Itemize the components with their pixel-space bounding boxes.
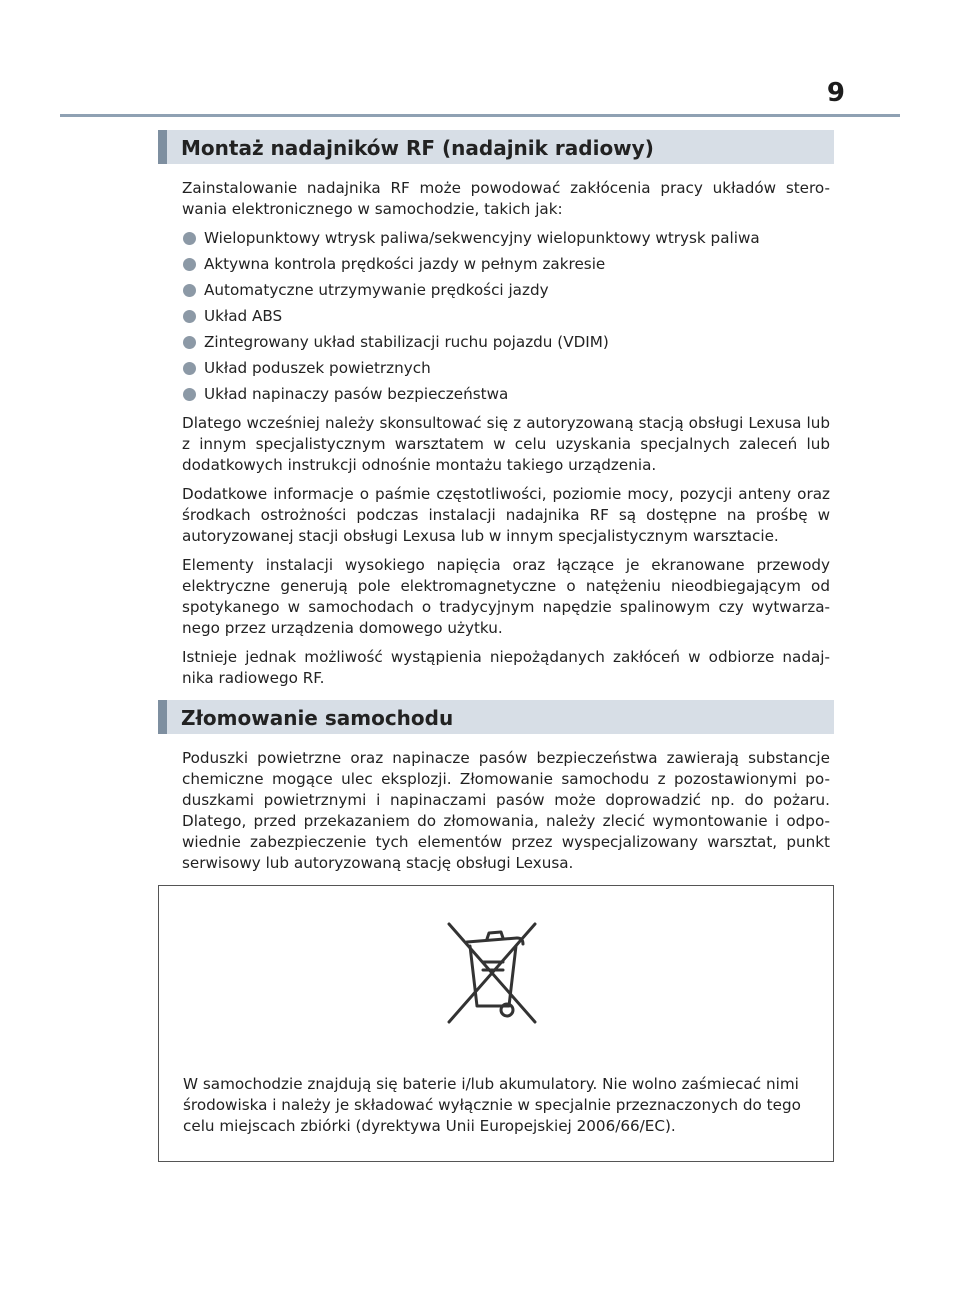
body-paragraph: Dlatego wcześniej należy skonsultować się z autoryzowaną stacją obsługi Lexusa lub z innym specjalistycznym warsztatem w celu uzyskania specjalnych zaleceń lub dodatkowych instrukcji odnośnie montażu takiego urządzenia. xyxy=(182,414,830,474)
section-header-vehicle-scrapping xyxy=(158,700,834,734)
body-paragraph: Dodatkowe informacje o paśmie częstotliwości, poziomie mocy, pozycji anteny oraz środkach ostrożności podczas instalacji nadajnika RF są dostępne na prośbę w autoryzowanej stacji obsługi Lexusa lub w innym specjalistycznym warsztacie. xyxy=(182,485,830,545)
section-body-rf-transmitters xyxy=(182,178,830,697)
section-body-vehicle-scrapping xyxy=(182,748,830,882)
section-title: Złomowanie samochodu xyxy=(181,706,454,730)
list-item: Układ ABS xyxy=(182,306,830,327)
section-title: Montaż nadajników RF (nadajnik radiowy) xyxy=(181,136,654,160)
list-item: Automatyczne utrzymywanie prędkości jazdy xyxy=(182,280,830,301)
bullet-icon xyxy=(183,362,196,375)
page-number: 9 xyxy=(826,78,845,108)
list-item: Układ napinaczy pasów bezpieczeństwa xyxy=(182,384,830,405)
bullet-icon xyxy=(183,232,196,245)
affected-systems-list xyxy=(182,228,830,405)
list-item: Zintegrowany układ stabilizacji ruchu pojazdu (VDIM) xyxy=(182,332,830,353)
section-header-rf-transmitters xyxy=(158,130,834,164)
bullet-icon xyxy=(183,388,196,401)
bullet-icon xyxy=(183,284,196,297)
list-item: Wielopunktowy wtrysk paliwa/sekwencyjny wielopunktowy wtrysk paliwa xyxy=(182,228,830,249)
intro-paragraph: Zainstalowanie nadajnika RF może powodować zakłócenia pracy układów stero-wania elektronicznego w samochodzie, takich jak: xyxy=(182,179,830,218)
list-item: Układ poduszek powietrznych xyxy=(182,358,830,379)
body-paragraph: Elementy instalacji wysokiego napięcia oraz łączące je ekranowane przewody elektryczne generują pole elektromagnetyczne o natężeniu nieodbiegającym od spotykanego w samochodach o tradycyjnym napędzie spalinowym czy wytwarza-nego przez urządzenia domowego użytku. xyxy=(182,556,830,637)
notice-text: W samochodzie znajdują się baterie i/lub akumulatory. Nie wolno zaśmiecać nimi środowiska i należy je składować wyłącznie w specjalnie przeznaczonych do tego celu miejscach zbiórki (dyrektywa Unii Europejskiej 2006/66/EC). xyxy=(183,1075,801,1135)
crossed-out-wheelie-bin-icon xyxy=(443,918,539,1028)
bullet-icon xyxy=(183,336,196,349)
battery-disposal-notice xyxy=(158,885,834,1162)
top-rule xyxy=(60,114,900,117)
bullet-icon xyxy=(183,310,196,323)
body-paragraph: Istnieje jednak możliwość wystąpienia niepożądanych zakłóceń w odbiorze nadaj-nika radiowego RF. xyxy=(182,648,830,687)
body-paragraph: Poduszki powietrzne oraz napinacze pasów bezpieczeństwa zawierają substancje chemiczne mogące ulec eksplozji. Złomowanie samochodu z pozostawionymi po-duszkami powietrznymi i napinaczami pasów może doprowadzić np. do pożaru. Dlatego, przed przekazaniem do złomowania, należy zlecić wymontowanie i odpo-wiednie zabezpieczenie tych elementów przez wyspecjalizowany warsztat, punkt serwisowy lub autoryzowaną stację obsługi Lexusa. xyxy=(182,749,830,872)
bullet-icon xyxy=(183,258,196,271)
list-item: Aktywna kontrola prędkości jazdy w pełnym zakresie xyxy=(182,254,830,275)
